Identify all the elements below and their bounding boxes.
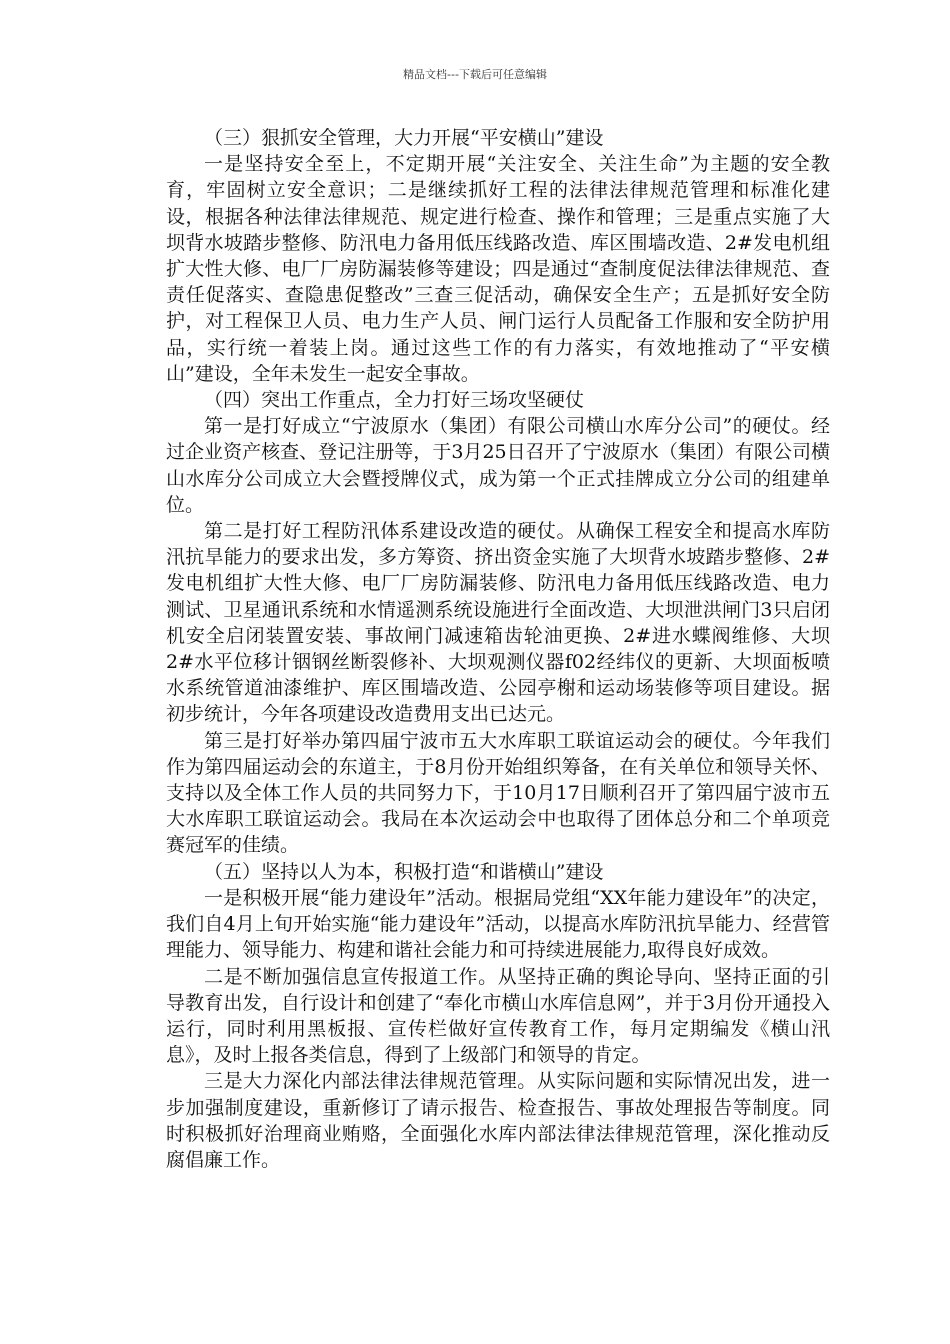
page-header: 精品文档---下载后可任意编辑 xyxy=(403,68,547,81)
paragraph: 二是不断加强信息宣传报道工作。从坚持正确的舆论导向、坚持正面的引导教育出发，自行设计和创建了“奉化市横山水库信息网”，并于3月份开通投入运行，同时利用黑板报、宣传栏做好宣传教育工作，每月定期编发《横山汛息》，及时上报各类信息，得到了上级部门和领导的肯定。 xyxy=(166,965,830,1067)
section-heading-5: （五）坚持以人为本，积极打造“和谐横山”建设 xyxy=(204,860,604,883)
document-body xyxy=(166,125,830,1173)
paragraph: 第三是打好举办第四届宁波市五大水库职工联谊运动会的硬仗。今年我们作为第四届运动会的东道主，于8月份开始组织筹备，在有关单位和领导关怀、支持以及全体工作人员的共同努力下，于10月17日顺利召开了第四届宁波市五大水库职工联谊运动会。我局在本次运动会中也取得了团体总分和二个单项竞赛冠军的佳绩。 xyxy=(166,729,830,857)
section-heading-4: （四）突出工作重点，全力打好三场攻坚硬仗 xyxy=(204,389,585,412)
paragraph: 一是坚持安全至上，不定期开展“关注安全、关注生命”为主题的安全教育，牢固树立安全意识；二是继续抓好工程的法律法律规范管理和标准化建设，根据各种法律法律规范、规定进行检查、操作和管理；三是重点实施了大坝背水坡踏步整修、防汛电力备用低压线路改造、库区围墙改造、2#发电机组扩大性大修、电厂厂房防漏装修等建设；四是通过“查制度促法律法律规范、查责任促落实、查隐患促整改”三查三促活动，确保安全生产；五是抓好安全防护，对工程保卫人员、电力生产人员、闸门运行人员配备工作服和安全防护用品，实行统一着装上岗。通过这些工作的有力落实，有效地推动了“平安横山”建设，全年未发生一起安全事故。 xyxy=(166,153,830,385)
section-heading-3: （三）狠抓安全管理，大力开展“平安横山”建设 xyxy=(204,127,604,149)
paragraph: 第一是打好成立“宁波原水（集团）有限公司横山水库分公司”的硬仗。经过企业资产核查、登记注册等，于3月25日召开了宁波原水（集团）有限公司横山水库分公司成立大会暨授牌仪式，成为第一个正式挂牌成立分公司的组建单位。 xyxy=(166,415,830,516)
paragraph: 第二是打好工程防汛体系建设改造的硬仗。从确保工程安全和提高水库防汛抗旱能力的要求出发，多方筹资、挤出资金实施了大坝背水坡踏步整修、2#发电机组扩大性大修、电厂厂房防漏装修、防汛电力备用低压线路改造、电力测试、卫星通讯系统和水情遥测系统设施进行全面改造、大坝泄洪闸门3只启闭机安全启闭装置安装、事故闸门减速箱齿轮油更换、2#进水蝶阀维修、大坝2#水平位移计铟钢丝断裂修补、大坝观测仪器f02经纬仪的更新、大坝面板喷水系统管道油漆维护、库区围墙改造、公园亭榭和运动场装修等项目建设。据初步统计，今年各项建设改造费用支出已达元。 xyxy=(166,520,830,726)
paragraph: 一是积极开展“能力建设年”活动。根据局党组“XX年能力建设年”的决定，我们自4月上旬开始实施“能力建设年”活动，以提高水库防汛抗旱能力、经营管理能力、领导能力、构建和谐社会能力和可持续进展能力,取得良好成效。 xyxy=(166,886,830,962)
paragraph: 三是大力深化内部法律法律规范管理。从实际问题和实际情况出发，进一步加强制度建设，重新修订了请示报告、检查报告、事故处理报告等制度。同时积极抓好治理商业贿赂，全面强化水库内部法律法律规范管理，深化推动反腐倡廉工作。 xyxy=(166,1070,830,1171)
